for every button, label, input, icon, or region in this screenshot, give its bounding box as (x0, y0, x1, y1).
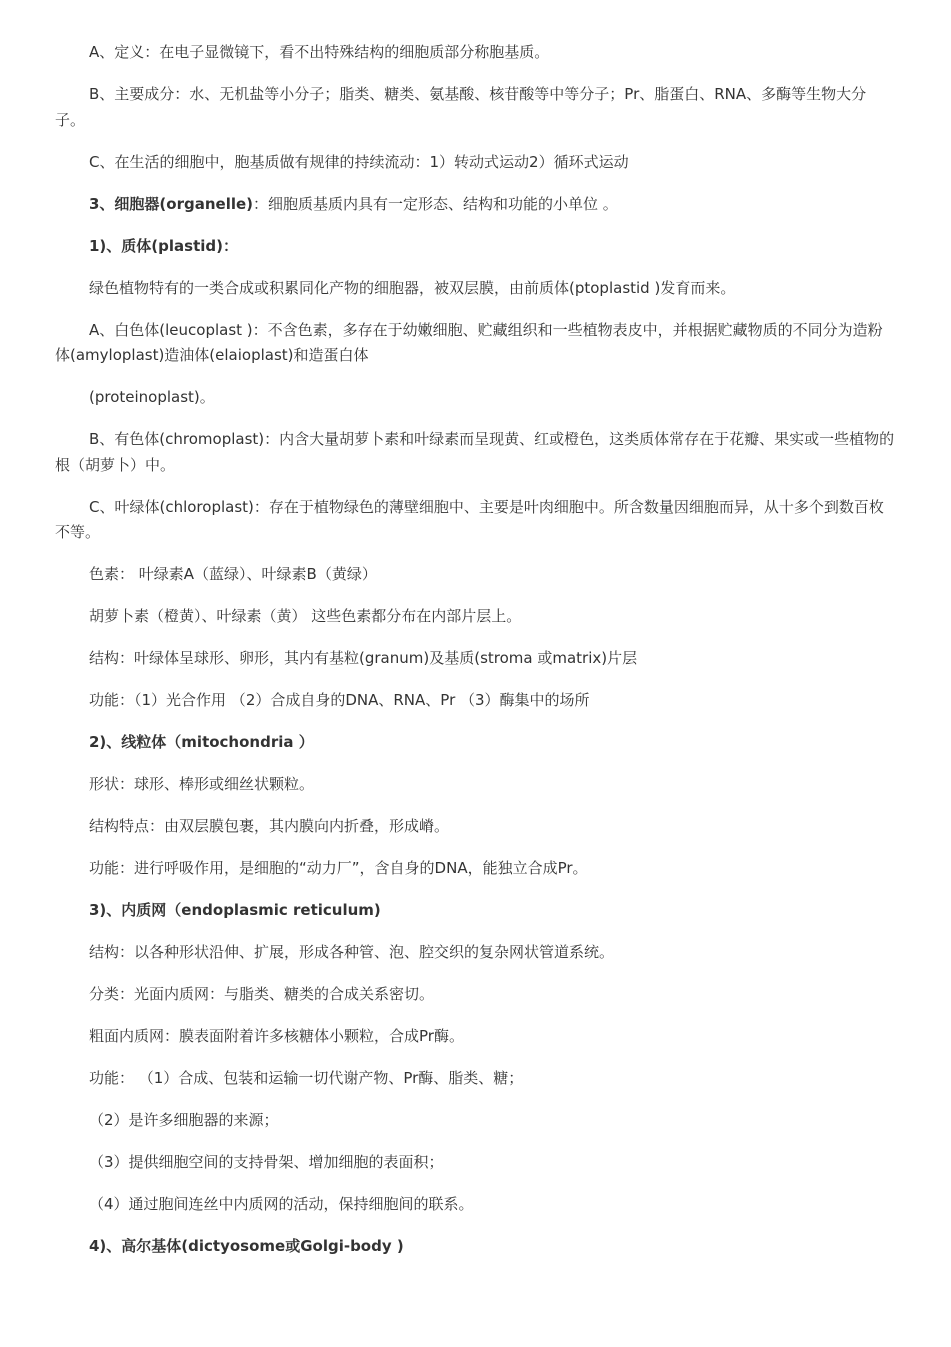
paragraph-text: (proteinoplast)。 (89, 388, 215, 406)
heading-mitochondria (55, 730, 895, 756)
heading-bold-text: 1)、质体(plastid)： (89, 236, 238, 255)
paragraph-chromoplast (55, 427, 895, 478)
paragraph-text: C、在生活的细胞中，胞基质做有规律的持续流动：1）转动式运动2）循环式运动 (89, 152, 629, 171)
paragraph-text: 分类：光面内质网：与脂类、糖类的合成关系密切。 (89, 985, 435, 1003)
heading-golgi (55, 1234, 895, 1260)
paragraph-text: 结构：叶绿体呈球形、卵形，其内有基粒(granum)及基质(stroma 或matrix)片层 (89, 649, 638, 667)
paragraph-text: 形状：球形、棒形或细丝状颗粒。 (89, 775, 315, 793)
paragraph-chloroplast (55, 495, 895, 546)
paragraph-mito-structure (55, 814, 895, 840)
paragraph-er-function-3 (55, 1150, 895, 1176)
heading-organelle (55, 192, 895, 218)
paragraph-text: （2）是许多细胞器的来源； (89, 1111, 279, 1129)
paragraph-plastid-intro (55, 276, 895, 302)
paragraph-text: 功能：（1）光合作用 （2）合成自身的DNA、RNA、Pr （3）酶集中的场所 (89, 691, 590, 709)
paragraph-text: B、主要成分：水、无机盐等小分子；脂类、糖类、氨基酸、核苷酸等中等分子；Pr、脂蛋白、RNA、多酶等生物大分子。 (55, 85, 867, 129)
paragraph-text: 功能： （1）合成、包装和运输一切代谢产物、Pr酶、脂类、糖； (89, 1069, 524, 1087)
paragraph-text: 胡萝卜素（橙黄）、叶绿素（黄） 这些色素都分布在内部片层上。 (89, 607, 522, 625)
paragraph-carotene (55, 604, 895, 630)
paragraph-proteinoplast (55, 385, 895, 411)
paragraph-chloroplast-structure (55, 646, 895, 672)
heading-bold-text: 2)、线粒体（mitochondria ） (89, 733, 314, 751)
heading-er (55, 898, 895, 924)
paragraph-mito-function (55, 856, 895, 882)
paragraph-chloroplast-function (55, 688, 895, 714)
paragraph-text: （3）提供细胞空间的支持骨架、增加细胞的表面积； (89, 1153, 444, 1171)
paragraph-text: B、有色体(chromoplast)：内含大量胡萝卜素和叶绿素而呈现黄、红或橙色，这类质体常存在于花瓣、果实或一些植物的根（胡萝卜）中。 (55, 430, 895, 474)
paragraph-text: A、定义：在电子显微镜下，看不出特殊结构的细胞质部分称胞基质。 (89, 43, 550, 61)
paragraph-matrix-definition (55, 40, 895, 66)
document-page (55, 40, 895, 1276)
paragraph-text: 粗面内质网：膜表面附着许多核糖体小颗粒，合成Pr酶。 (89, 1027, 464, 1045)
paragraph-matrix-flow (55, 150, 895, 176)
paragraph-er-types (55, 982, 895, 1008)
heading-plastid (55, 234, 895, 260)
paragraph-text: 绿色植物特有的一类合成或积累同化产物的细胞器，被双层膜，由前质体(ptoplastid )发育而来。 (89, 278, 736, 297)
paragraph-text: （4）通过胞间连丝中内质网的活动，保持细胞间的联系。 (89, 1195, 474, 1213)
paragraph-text: 功能：进行呼吸作用，是细胞的“动力厂”，含自身的DNA，能独立合成Pr。 (89, 859, 588, 877)
paragraph-text: 结构：以各种形状沿伸、扩展，形成各种管、泡、腔交织的复杂网状管道系统。 (89, 943, 615, 961)
paragraph-text: 结构特点：由双层膜包裹，其内膜向内折叠，形成嵴。 (89, 817, 450, 835)
paragraph-rough-er (55, 1024, 895, 1050)
paragraph-text: 色素： 叶绿素A（蓝绿）、叶绿素B（黄绿） (89, 565, 377, 583)
paragraph-text: C、叶绿体(chloroplast)：存在于植物绿色的薄壁细胞中、主要是叶肉细胞中。所含数量因细胞而异，从十多个到数百枚不等。 (55, 497, 884, 541)
paragraph-pigments (55, 562, 895, 588)
heading-bold-text: 3、细胞器(organelle) (89, 194, 254, 213)
paragraph-er-function-1 (55, 1066, 895, 1092)
paragraph-er-function-2 (55, 1108, 895, 1134)
paragraph-matrix-components (55, 82, 895, 133)
heading-bold-text: 3)、内质网（endoplasmic reticulum) (89, 901, 381, 919)
paragraph-text: ：细胞质基质内具有一定形态、结构和功能的小单位 。 (253, 194, 618, 213)
heading-bold-text: 4)、高尔基体(dictyosome或Golgi-body ) (89, 1237, 404, 1255)
paragraph-mito-shape (55, 772, 895, 798)
paragraph-leucoplast (55, 318, 895, 369)
paragraph-text: A、白色体(leucoplast )：不含色素，多存在于幼嫩细胞、贮藏组织和一些植物表皮中，并根据贮藏物质的不同分为造粉体(amyloplast)造油体(elaioplast)和造蛋白体 (55, 320, 883, 364)
paragraph-er-function-4 (55, 1192, 895, 1218)
paragraph-er-structure (55, 940, 895, 966)
